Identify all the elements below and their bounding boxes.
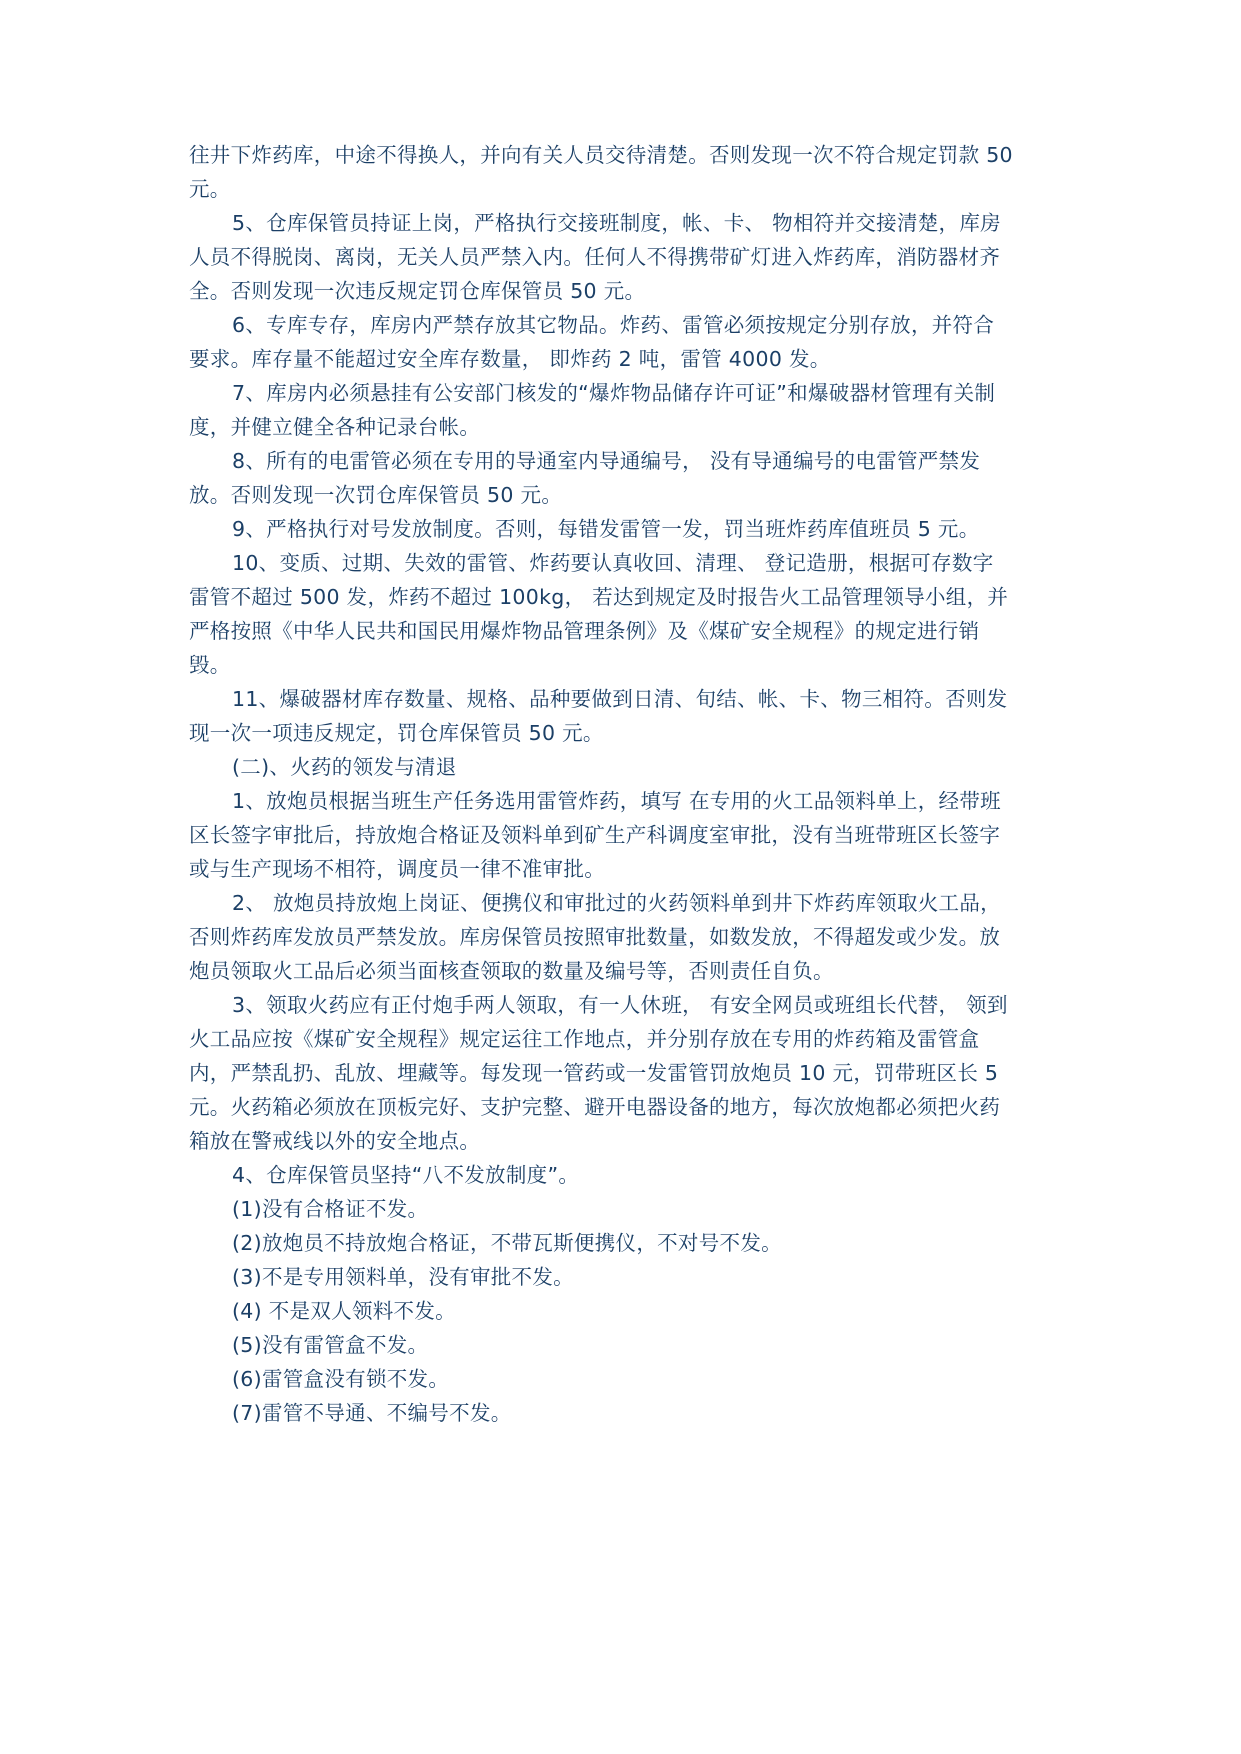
text-line: 毁。 bbox=[189, 653, 231, 677]
paragraph-line: 4、仓库保管员坚持“八不发放制度”。 bbox=[232, 1163, 580, 1187]
list-item: (5)没有雷管盒不发。 bbox=[232, 1333, 429, 1357]
paragraph-line: 9、严格执行对号发放制度。否则，每错发雷管一发，罚当班炸药库值班员 5 元。 bbox=[232, 517, 980, 541]
paragraph-line: 11、爆破器材库存数量、规格、品种要做到日清、旬结、帐、卡、物三相符。否则发 bbox=[232, 687, 1008, 711]
paragraph-line: 6、专库专存，库房内严禁存放其它物品。炸药、雷管必须按规定分别存放，并符合 bbox=[232, 313, 995, 337]
paragraph-line: 7、库房内必须悬挂有公安部门核发的“爆炸物品储存许可证”和爆破器材管理有关制 bbox=[232, 381, 996, 405]
list-item: (6)雷管盒没有锁不发。 bbox=[232, 1367, 450, 1391]
text-line: 元。 bbox=[189, 177, 231, 201]
text-line: 否则炸药库发放员严禁发放。库房保管员按照审批数量，如数发放，不得超发或少发。放 bbox=[189, 925, 1001, 949]
text-line: 元。火药箱必须放在顶板完好、支护完整、避开电器设备的地方，每次放炮都必须把火药 bbox=[189, 1095, 1001, 1119]
list-item: (1)没有合格证不发。 bbox=[232, 1197, 429, 1221]
text-line: 往井下炸药库，中途不得换人，并向有关人员交待清楚。否则发现一次不符合规定罚款 50 bbox=[189, 143, 1013, 167]
text-line: 放。否则发现一次罚仓库保管员 50 元。 bbox=[189, 483, 563, 507]
paragraph-line: 10、变质、过期、失效的雷管、炸药要认真收回、清理、 登记造册，根据可存数字 bbox=[232, 551, 994, 575]
list-item: (3)不是专用领料单，没有审批不发。 bbox=[232, 1265, 574, 1289]
list-item: (2)放炮员不持放炮合格证，不带瓦斯便携仪，不对号不发。 bbox=[232, 1231, 782, 1255]
text-line: 内，严禁乱扔、乱放、埋藏等。每发现一管药或一发雷管罚放炮员 10 元，罚带班区长 5 bbox=[189, 1061, 999, 1085]
text-line: 或与生产现场不相符，调度员一律不准审批。 bbox=[189, 857, 605, 881]
section-heading: (二)、火药的领发与清退 bbox=[232, 755, 457, 779]
text-line: 雷管不超过 500 发，炸药不超过 100kg， 若达到规定及时报告火工品管理领导小组，并 bbox=[189, 585, 1009, 609]
text-line: 现一次一项违反规定，罚仓库保管员 50 元。 bbox=[189, 721, 604, 745]
paragraph-line: 1、放炮员根据当班生产任务选用雷管炸药，填写 在专用的火工品领料单上，经带班 bbox=[232, 789, 1001, 813]
list-item: (7)雷管不导通、不编号不发。 bbox=[232, 1401, 512, 1425]
text-line: 人员不得脱岗、离岗，无关人员严禁入内。任何人不得携带矿灯进入炸药库，消防器材齐 bbox=[189, 245, 1001, 269]
paragraph-line: 5、仓库保管员持证上岗，严格执行交接班制度，帐、卡、 物相符并交接清楚，库房 bbox=[232, 211, 1001, 235]
text-line: 箱放在警戒线以外的安全地点。 bbox=[189, 1129, 481, 1153]
text-line: 度，并健立健全各种记录台帐。 bbox=[189, 415, 481, 439]
text-line: 要求。库存量不能超过安全库存数量， 即炸药 2 吨，雷管 4000 发。 bbox=[189, 347, 831, 371]
text-line: 炮员领取火工品后必须当面核查领取的数量及编号等，否则责任自负。 bbox=[189, 959, 834, 983]
text-line: 火工品应按《煤矿安全规程》规定运往工作地点，并分别存放在专用的炸药箱及雷管盒 bbox=[189, 1027, 980, 1051]
paragraph-line: 8、所有的电雷管必须在专用的导通室内导通编号， 没有导通编号的电雷管严禁发 bbox=[232, 449, 981, 473]
paragraph-line: 2、 放炮员持放炮上岗证、便携仪和审批过的火药领料单到井下炸药库领取火工品， bbox=[232, 891, 1001, 915]
list-item: (4) 不是双人领料不发。 bbox=[232, 1299, 456, 1323]
text-line: 严格按照《中华人民共和国民用爆炸物品管理条例》及《煤矿安全规程》的规定进行销 bbox=[189, 619, 980, 643]
paragraph-line: 3、领取火药应有正付炮手两人领取，有一人休班， 有安全网员或班组长代替， 领到 bbox=[232, 993, 1008, 1017]
text-line: 区长签字审批后，持放炮合格证及领料单到矿生产科调度室审批，没有当班带班区长签字 bbox=[189, 823, 1001, 847]
text-line: 全。否则发现一次违反规定罚仓库保管员 50 元。 bbox=[189, 279, 646, 303]
